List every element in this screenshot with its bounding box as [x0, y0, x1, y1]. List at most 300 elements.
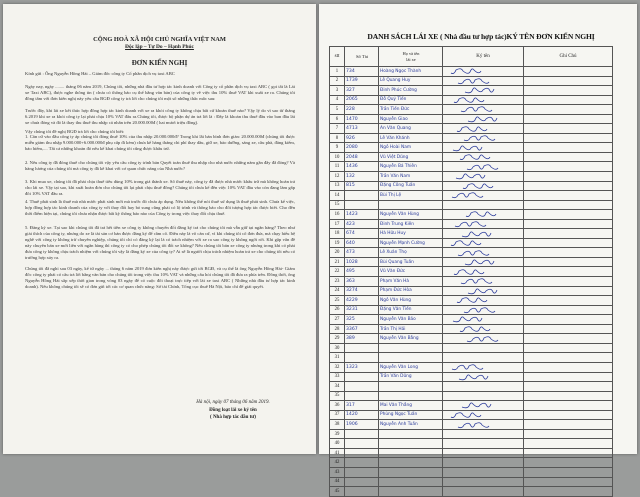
row-signature: [443, 353, 524, 363]
signature-list-page: [319, 4, 637, 494]
row-ho-ten: [379, 429, 443, 439]
row-signature: [443, 467, 524, 477]
row-so-tai: [345, 382, 379, 392]
row-ho-ten: Nguyễn Văn Hùng: [379, 210, 443, 220]
row-signature: [443, 200, 524, 210]
handwritten-signature-icon: [443, 96, 523, 104]
handwritten-signature-icon: [443, 335, 523, 343]
petition-paragraph: Ngày nay, ngày ........ tháng 06 năm 2019, Chúng tôi, những nhà đầu tư hợp tác kinh doanh với Công ty cổ phần dịch vụ taxi ABC ( gọi tắt là Lái xe Taxi ABC), được nghe thông tin ( chưa có thông báo cụ thể bằng văn bản) của công ty về việc thu 10% thuế VAT khi xuất xe ra. Chúng tôi đồng tâm với đơn kiến nghị này yêu cầu BGĐ công ty trả lời cho chúng tôi một số những thắc mắc sau:: [25, 84, 295, 102]
row-signature: [443, 286, 524, 296]
table-row: [330, 410, 613, 420]
row-so-tai: [345, 467, 379, 477]
row-signature: [443, 391, 524, 401]
table-row: [330, 343, 613, 353]
row-signature: [443, 343, 524, 353]
row-stt: 14: [330, 191, 345, 201]
row-ho-ten: Phạm Đức Hòa: [379, 286, 443, 296]
row-stt: 20: [330, 248, 345, 258]
row-ghi-chu: [524, 477, 613, 487]
row-ghi-chu: [524, 286, 613, 296]
row-so-tai: 1323: [345, 362, 379, 372]
row-ghi-chu: [524, 162, 613, 172]
handwritten-signature-icon: [443, 105, 523, 113]
handwritten-signature-icon: [443, 115, 523, 123]
row-so-tai: 3274: [345, 286, 379, 296]
handwritten-signature-icon: [443, 258, 523, 266]
row-stt: 4: [330, 95, 345, 105]
row-signature: [443, 172, 524, 182]
row-signature: [443, 487, 524, 497]
handwritten-signature-icon: [443, 306, 523, 314]
handwritten-signature-icon: [443, 239, 523, 247]
header-ho-ten-top: Họ và tên: [402, 50, 420, 56]
row-stt: 9: [330, 143, 345, 153]
row-so-tai: 1906: [345, 420, 379, 430]
row-signature: [443, 401, 524, 411]
row-signature: [443, 114, 524, 124]
row-ho-ten: [379, 353, 443, 363]
row-so-tai: [345, 191, 379, 201]
table-row: [330, 152, 613, 162]
row-so-tai: [345, 353, 379, 363]
row-ho-ten: Đặng Công Tuấn: [379, 181, 443, 191]
row-so-tai: 317: [345, 401, 379, 411]
row-ho-ten: Trần Tiến Đức: [379, 105, 443, 115]
row-ghi-chu: [524, 105, 613, 115]
row-signature: [443, 76, 524, 86]
petition-paragraph: 1. Căn cứ vào đâu công ty áp chúng tôi đóng thuế 10% của thu nhập 20.000.000đ? Trong khi lãi bán bình đơn giản: 20.000.000đ (chúng tôi được miễn giảm thu nhập 9.000.000+6.000.000đ phụ cấp đi kèm) chưa kể hàng tháng chi phí thay dầu, giữ xe, bảo dưỡng, sáng xe, cầu phà, đăng kiểm, bảo hiểm,.... Tất cả những khoản đó nếu kể khai chúng tôi cũng được khấu trừ.: [25, 134, 295, 152]
row-so-tai: 674: [345, 229, 379, 239]
table-row: [330, 229, 613, 239]
row-signature: [443, 238, 524, 248]
table-row: [330, 448, 613, 458]
row-stt: 44: [330, 477, 345, 487]
row-so-tai: [345, 477, 379, 487]
table-row: [330, 324, 613, 334]
row-stt: 6: [330, 114, 345, 124]
row-so-tai: 1436: [345, 162, 379, 172]
row-ho-ten: An Văn Quang: [379, 124, 443, 134]
row-signature: [443, 67, 524, 77]
row-so-tai: [345, 200, 379, 210]
row-so-tai: [345, 429, 379, 439]
row-ho-ten: [379, 343, 443, 353]
row-ghi-chu: [524, 324, 613, 334]
petition-paragraph: 2. Nếu công ty đã đóng thuế cho chúng tôi vậy yêu cầu công ty trình bản Quyết toán thuế thu nhập cho nhà nước những năm gần đây đã đóng? Và hàng lương của chúng tôi mà công ty đã kê khai với cơ quan chức năng của Nhà nước?: [25, 160, 295, 172]
row-ghi-chu: [524, 124, 613, 134]
table-row: [330, 362, 613, 372]
row-signature: [443, 181, 524, 191]
row-ho-ten: Phùng Ngọc Tuấn: [379, 410, 443, 420]
row-ho-ten: Nguyễn Bá Thiên: [379, 162, 443, 172]
row-ho-ten: Nguyễn Anh Tuấn: [379, 420, 443, 430]
row-ghi-chu: [524, 86, 613, 96]
table-row: [330, 487, 613, 497]
handwritten-signature-icon: [443, 249, 523, 257]
row-stt: 1: [330, 67, 345, 77]
row-ghi-chu: [524, 257, 613, 267]
handwritten-signature-icon: [443, 230, 523, 238]
table-row: [330, 277, 613, 287]
table-row: [330, 315, 613, 325]
handwritten-signature-icon: [443, 373, 523, 381]
handwritten-signature-icon: [443, 125, 523, 133]
table-row: [330, 124, 613, 134]
table-row: [330, 305, 613, 315]
row-so-tai: 132: [345, 172, 379, 182]
row-ho-ten: Hà Hữu Huy: [379, 229, 443, 239]
row-signature: [443, 191, 524, 201]
table-row: [330, 401, 613, 411]
row-ho-ten: [379, 487, 443, 497]
signer-subline: ( Nhà hợp tác đầu tư): [210, 415, 256, 420]
row-ho-ten: Đỗ Quý Tiến: [379, 95, 443, 105]
row-ghi-chu: [524, 315, 613, 325]
row-so-tai: 389: [345, 334, 379, 344]
table-row: [330, 467, 613, 477]
signer-line: Đồng loạt lái xe ký tên: [209, 408, 257, 413]
row-stt: 40: [330, 439, 345, 449]
row-ghi-chu: [524, 143, 613, 153]
row-signature: [443, 477, 524, 487]
handwritten-signature-icon: [443, 363, 523, 371]
row-ho-ten: Bùi Quang Tuấn: [379, 257, 443, 267]
row-stt: 22: [330, 267, 345, 277]
row-stt: 34: [330, 382, 345, 392]
petition-paragraph: 4. Thuế phát sinh là thuế mà nhà nước phát sinh mới mà trước đó chưa áp dụng. Nếu không thể nói thuế sử dụng là thuế phát sinh. Chưa kể việc, hợp đồng hợp tác kinh doanh của công ty với thay đổi hay bỏ sung cũng phải có lộ trình và thông báo cho đối tượng hợp tác được biết. Cho đến thời điểm hiện tại, chúng tôi chưa nhận được bất kỳ thông báo nào của Công ty trong việc thay đổi chịu thuế.: [25, 199, 295, 217]
handwritten-signature-icon: [443, 325, 523, 333]
row-ghi-chu: [524, 181, 613, 191]
row-ghi-chu: [524, 95, 613, 105]
row-ho-ten: Phạm Văn Hà: [379, 277, 443, 287]
row-ghi-chu: [524, 420, 613, 430]
row-signature: [443, 334, 524, 344]
row-stt: 11: [330, 162, 345, 172]
row-ghi-chu: [524, 229, 613, 239]
row-signature: [443, 420, 524, 430]
row-signature: [443, 248, 524, 258]
handwritten-signature-icon: [443, 268, 523, 276]
row-ho-ten: [379, 391, 443, 401]
row-signature: [443, 257, 524, 267]
row-so-tai: 4713: [345, 124, 379, 134]
handwritten-signature-icon: [443, 67, 523, 75]
row-stt: 35: [330, 391, 345, 401]
row-stt: 39: [330, 429, 345, 439]
handwritten-signature-icon: [443, 153, 523, 161]
row-ghi-chu: [524, 487, 613, 497]
row-ghi-chu: [524, 382, 613, 392]
row-stt: 43: [330, 467, 345, 477]
handwritten-signature-icon: [443, 277, 523, 285]
table-row: [330, 391, 613, 401]
row-stt: 31: [330, 353, 345, 363]
row-so-tai: 423: [345, 219, 379, 229]
row-ghi-chu: [524, 172, 613, 182]
row-ghi-chu: [524, 448, 613, 458]
row-signature: [443, 362, 524, 372]
table-row: [330, 143, 613, 153]
row-so-tai: 3367: [345, 324, 379, 334]
row-signature: [443, 267, 524, 277]
table-row: [330, 95, 613, 105]
row-signature: [443, 95, 524, 105]
table-row: [330, 200, 613, 210]
table-row: [330, 67, 613, 77]
row-so-tai: 228: [345, 105, 379, 115]
table-row: [330, 458, 613, 468]
table-row: [330, 191, 613, 201]
date-line: Hà nội, ngày 07 tháng 06 năm 2019.: [196, 400, 270, 405]
row-ho-ten: Nguyễn Văn Long: [379, 362, 443, 372]
row-ghi-chu: [524, 133, 613, 143]
row-ghi-chu: [524, 114, 613, 124]
row-stt: 41: [330, 448, 345, 458]
row-so-tai: 325: [345, 315, 379, 325]
row-stt: 23: [330, 277, 345, 287]
row-ghi-chu: [524, 362, 613, 372]
row-ho-ten: Hoàng Ngọc Thành: [379, 67, 443, 77]
list-title: DANH SÁCH LÁI XE ( Nhà đầu tư hợp tác)KÝ TÊN ĐƠN KIẾN NGHỊ: [367, 32, 595, 41]
table-row: [330, 257, 613, 267]
row-so-tai: 1739: [345, 76, 379, 86]
row-ghi-chu: [524, 200, 613, 210]
row-stt: 19: [330, 238, 345, 248]
row-ho-ten: Vũ Văn Đức: [379, 267, 443, 277]
row-stt: 42: [330, 458, 345, 468]
row-so-tai: 3231: [345, 305, 379, 315]
row-signature: [443, 439, 524, 449]
row-ho-ten: Lê Văn Khánh: [379, 133, 443, 143]
header-ky-ten: Ký tên: [443, 47, 524, 67]
table-row: [330, 210, 613, 220]
table-row: [330, 181, 613, 191]
row-so-tai: 327: [345, 86, 379, 96]
handwritten-signature-icon: [443, 287, 523, 295]
row-stt: 28: [330, 324, 345, 334]
table-row: [330, 439, 613, 449]
row-stt: 12: [330, 172, 345, 182]
table-row: [330, 353, 613, 363]
handwritten-signature-icon: [443, 191, 523, 199]
row-ghi-chu: [524, 391, 613, 401]
document-title: ĐƠN KIẾN NGHỊ: [131, 59, 188, 67]
row-signature: [443, 372, 524, 382]
row-ghi-chu: [524, 372, 613, 382]
table-row: [330, 477, 613, 487]
header-stt: stt: [330, 47, 345, 67]
petition-paragraph: Chúng tôi đã nghỉ sau 03 ngày, kể từ ngày ... tháng 6 năm 2019 đơn kiến nghị này được gửi tới BGĐ, và cụ thể là ông Nguyễn Hồng Hải- Giám đốc công ty phải có câu trả lời bằng văn bản cho chúng tôi trong việc thu 10% VAT và những câu hỏi chúng tôi đã đưa ra phía trên. Đồng thời, ông Nguyễn Hồng Hải sắp xếp thời gian trong vòng 03 ngày để có cuộc đối thoại trực tiếp với lái xe taxi ABC ( Những nhà đầu tư hợp tác kinh doanh). Nếu không chúng tôi sẽ có đơn gửi tới các cơ quan chức năng: Sở tài Chính, Tổng cục thuế Hà Nội, báo chí để giải quyết.: [25, 266, 295, 290]
table-row: [330, 219, 613, 229]
row-ghi-chu: [524, 429, 613, 439]
row-so-tai: 640: [345, 238, 379, 248]
row-stt: 3: [330, 86, 345, 96]
row-stt: 25: [330, 296, 345, 306]
row-so-tai: [345, 372, 379, 382]
table-row: [330, 429, 613, 439]
row-stt: 5: [330, 105, 345, 115]
row-ho-ten: Nguyễn Văn Bảo: [379, 315, 443, 325]
handwritten-signature-icon: [443, 315, 523, 323]
table-row: [330, 334, 613, 344]
row-stt: 38: [330, 420, 345, 430]
row-signature: [443, 219, 524, 229]
table-row: [330, 372, 613, 382]
row-signature: [443, 229, 524, 239]
row-ho-ten: Bùi Thị Lệ: [379, 191, 443, 201]
row-ho-ten: Đặng Văn Tiến: [379, 305, 443, 315]
row-so-tai: 1423: [345, 210, 379, 220]
row-stt: 33: [330, 372, 345, 382]
row-ghi-chu: [524, 401, 613, 411]
row-so-tai: 734: [345, 67, 379, 77]
row-ho-ten: Trần Thị Hải: [379, 324, 443, 334]
row-signature: [443, 382, 524, 392]
row-ghi-chu: [524, 458, 613, 468]
row-signature: [443, 324, 524, 334]
petition-paragraph: 3. Khi mua xe, chúng tôi đã phải chịu thuế tiêu dùng 10% trong giá thành xe. Số thuế này, công ty đã được nhà nước khấu trừ mà không hoàn trả cho lái xe. Vậy tại sao, khi xuất hoàn đơn cho chúng tôi lại phải chịu thuế đồng? Chúng tôi chưa kể đến việc 10% VAT đầu vào còn đang làm gấp đôi 10% VAT đầu ra.: [25, 179, 295, 197]
row-stt: 30: [330, 343, 345, 353]
row-stt: 10: [330, 152, 345, 162]
row-stt: 2: [330, 76, 345, 86]
row-stt: 45: [330, 487, 345, 497]
row-ho-ten: [379, 448, 443, 458]
row-ghi-chu: [524, 410, 613, 420]
row-so-tai: 1470: [345, 114, 379, 124]
row-ghi-chu: [524, 267, 613, 277]
handwritten-signature-icon: [443, 421, 523, 429]
table-row: [330, 76, 613, 86]
row-so-tai: 363: [345, 277, 379, 287]
row-ho-ten: [379, 477, 443, 487]
row-signature: [443, 315, 524, 325]
row-ho-ten: Lê Xuân Thọ: [379, 248, 443, 258]
row-ho-ten: [379, 458, 443, 468]
row-ghi-chu: [524, 219, 613, 229]
row-stt: 37: [330, 410, 345, 420]
row-so-tai: 473: [345, 248, 379, 258]
row-so-tai: 2048: [345, 152, 379, 162]
row-ho-ten: [379, 467, 443, 477]
row-signature: [443, 305, 524, 315]
row-ho-ten: Ngô Văn Hùng: [379, 296, 443, 306]
row-stt: 8: [330, 133, 345, 143]
handwritten-signature-icon: [443, 86, 523, 94]
row-so-tai: 2065: [345, 95, 379, 105]
petition-paragraph: Vậy chúng tôi đề nghị BGĐ trả lời cho chúng tôi biết:: [25, 129, 125, 134]
row-ghi-chu: [524, 238, 613, 248]
row-ho-ten: [379, 439, 443, 449]
handwritten-signature-icon: [443, 172, 523, 180]
row-ghi-chu: [524, 353, 613, 363]
row-ho-ten: Nguyễn Văn Bằng: [379, 334, 443, 344]
row-stt: 13: [330, 181, 345, 191]
handwritten-signature-icon: [443, 296, 523, 304]
handwritten-signature-icon: [443, 144, 523, 152]
table-row: [330, 114, 613, 124]
row-so-tai: [345, 439, 379, 449]
row-ghi-chu: [524, 76, 613, 86]
row-stt: 7: [330, 124, 345, 134]
row-ho-ten: Mai Văn Thắng: [379, 401, 443, 411]
row-signature: [443, 143, 524, 153]
row-stt: 16: [330, 210, 345, 220]
row-signature: [443, 152, 524, 162]
handwritten-signature-icon: [443, 134, 523, 142]
row-ghi-chu: [524, 248, 613, 258]
table-row: [330, 86, 613, 96]
row-so-tai: [345, 391, 379, 401]
row-signature: [443, 448, 524, 458]
row-so-tai: 4229: [345, 296, 379, 306]
row-stt: 15: [330, 200, 345, 210]
row-ghi-chu: [524, 343, 613, 353]
motto: Độc lập – Tự Do – Hạnh Phúc: [125, 44, 194, 50]
row-ho-ten: Nguyễn Mạnh Cường: [379, 238, 443, 248]
row-so-tai: [345, 448, 379, 458]
row-ho-ten: Trần Văn Dũng: [379, 372, 443, 382]
row-ho-ten: Vũ Việt Dũng: [379, 152, 443, 162]
row-ho-ten: Đinh Trung Kiên: [379, 219, 443, 229]
row-ho-ten: Trần Văn Nam: [379, 172, 443, 182]
row-signature: [443, 410, 524, 420]
petition-page: [3, 4, 316, 454]
row-so-tai: [345, 487, 379, 497]
row-ghi-chu: [524, 296, 613, 306]
row-so-tai: 495: [345, 267, 379, 277]
row-stt: 32: [330, 362, 345, 372]
table-row: [330, 105, 613, 115]
header-so-tai: Số Tài: [345, 47, 379, 67]
row-ho-ten: [379, 382, 443, 392]
row-signature: [443, 458, 524, 468]
petition-paragraph: 5. Đăng ký xe. Tại sao khi chúng tôi đã trả hết tiền xe công ty không chuyển đổi đăng ký trả cho chúng tôi mà vẫn giữ tại ngân hàng? Theo như giải thích của công ty, nhưng do xe là tài sản cơ bản được đăng ký để cầm cố. Điều này là vô căn cứ, vì khi chúng tôi cố đơn đưa, mà chạy hiểu hệ nghề với công ty không trừ chuyên nghiệp, chúng tôi chỉ có đăng ký lại là có trách nhiệm với xe ra sao công ty không ngời rời. Khi gặp vấn đề này chuyên bán xe mới liên với ngân hàng thì công ty có cho phép chúng tôi đổi xe không? Nếu chúng tôi bán xe công ty nhưng trong khi có phải đưa công ty không chịu trách nhiệm với chúng tôi vậy là đăng ký xe của công ty? Ai sẽ là người chịu trách nhiệm hoàn trả xe cho chúng tôi nếu có trường hợp xảy ra.: [25, 225, 295, 261]
header-ho-ten-bottom: lái xe: [406, 56, 416, 62]
row-ghi-chu: [524, 191, 613, 201]
handwritten-signature-icon: [443, 77, 523, 85]
row-ho-ten: Lê Quang Huy: [379, 76, 443, 86]
row-so-tai: [345, 458, 379, 468]
header-ho-ten: [379, 47, 443, 67]
row-signature: [443, 162, 524, 172]
handwritten-signature-icon: [443, 163, 523, 171]
row-so-tai: 1420: [345, 410, 379, 420]
table-row: [330, 248, 613, 258]
row-stt: 17: [330, 219, 345, 229]
handwritten-signature-icon: [443, 401, 523, 409]
row-ghi-chu: [524, 467, 613, 477]
table-row: [330, 238, 613, 248]
row-signature: [443, 86, 524, 96]
row-so-tai: 2080: [345, 143, 379, 153]
row-ho-ten: [379, 200, 443, 210]
handwritten-signature-icon: [443, 220, 523, 228]
handwritten-signature-icon: [443, 182, 523, 190]
row-signature: [443, 296, 524, 306]
row-ghi-chu: [524, 67, 613, 77]
table-row: [330, 267, 613, 277]
row-signature: [443, 210, 524, 220]
table-row: [330, 172, 613, 182]
row-stt: 29: [330, 334, 345, 344]
table-row: [330, 286, 613, 296]
handwritten-signature-icon: [443, 210, 523, 218]
row-ghi-chu: [524, 305, 613, 315]
row-signature: [443, 124, 524, 134]
row-so-tai: 926: [345, 133, 379, 143]
row-signature: [443, 105, 524, 115]
handwritten-signature-icon: [443, 411, 523, 419]
